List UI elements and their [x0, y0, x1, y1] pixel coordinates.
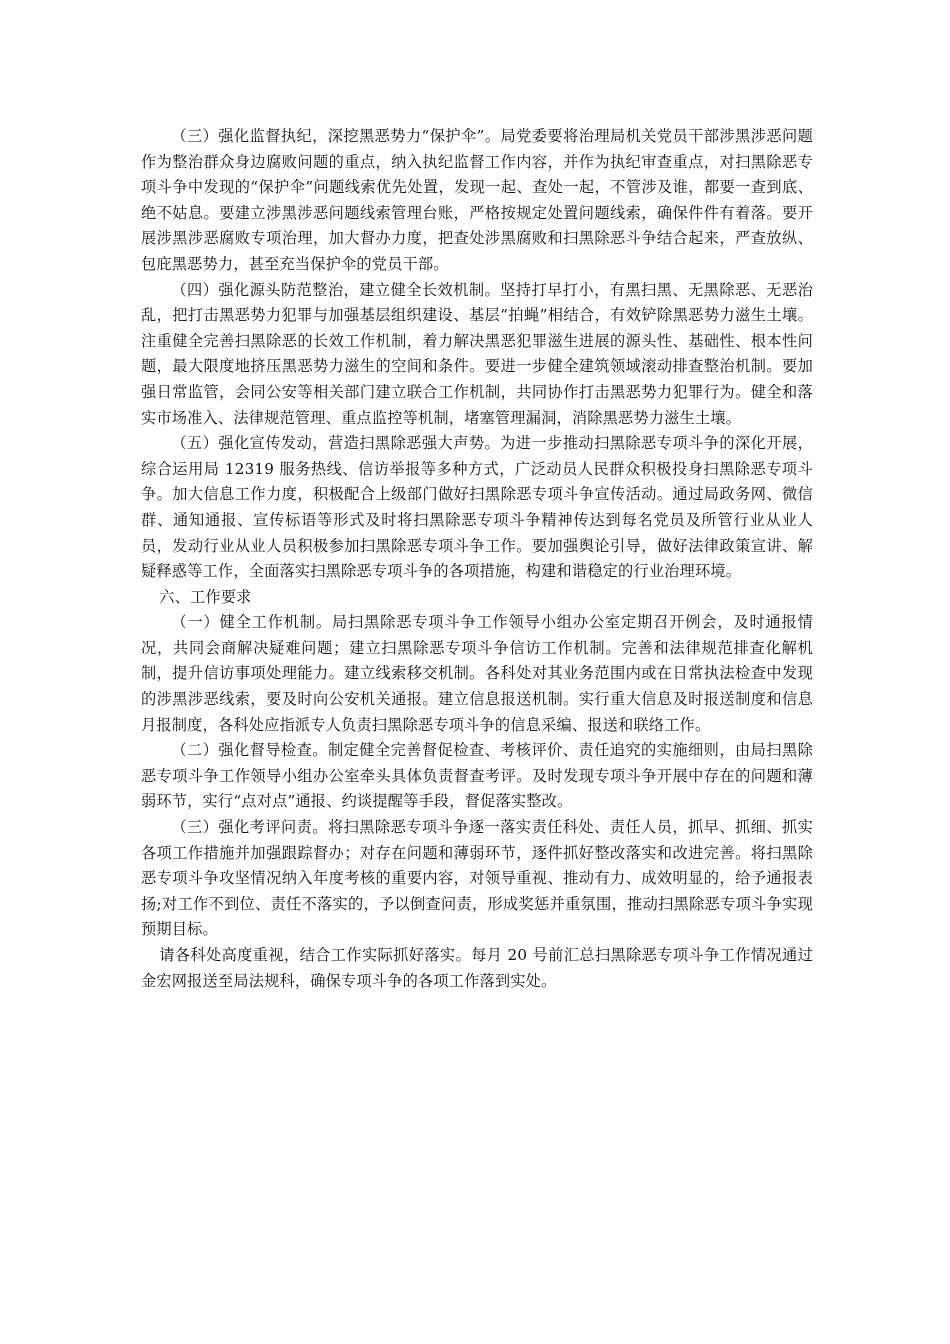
paragraph-publicity: （五）强化宣传发动，营造扫黑除恶强大声势。为进一步推动扫黑除恶专项斗争的深化开展，综合运用局 12319 服务热线、信访举报等多种方式，广泛动员人民群众积极投身扫黑除恶专项斗争。加大信息工作力度，积极配合上级部门做好扫黑除恶专项斗争宣传活动。通过局政务网、微信群、通知通报、宣传标语等形式及时将扫黑除恶专项斗争精神传达到每名党员及所管行业从业人员，发动行业从业人员积极参加扫黑除恶专项斗争工作。要加强舆论引导，做好法律政策宣讲、解疑释惑等工作，全面落实扫黑除恶专项斗争的各项措施，构建和谐稳定的行业治理环境。: [141, 434, 813, 581]
paragraph-work-mechanism: （一）健全工作机制。局扫黑除恶专项斗争工作领导小组办公室定期召开例会，及时通报情况，共同会商解决疑难问题；建立扫黑除恶专项斗争信访工作机制。完善和法律规范排查化解机制，提升信访事项处理能力。建立线索移交机制。各科处对其业务范围内或在日常执法检查中发现的涉黑涉恶线索，要及时向公安机关通报。建立信息报送机制。实行重大信息及时报送制度和信息月报制度，各科处应指派专人负责扫黑除恶专项斗争的信息采编、报送和联络工作。: [141, 613, 813, 734]
paragraph-supervision: （三）强化监督执纪，深挖黑恶势力“保护伞”。局党委要将治理局机关党员干部涉黑涉恶问题作为整治群众身边腐败问题的重点，纳入执纪监督工作内容，并作为执纪审查重点，对扫黑除恶专项斗争中发现的“保护伞”问题线索优先处置，发现一起、查处一起，不管涉及谁，都要一查到底、绝不姑息。要建立涉黑涉恶问题线索管理台账，严格按规定处置问题线索，确保件件有着落。要开展涉黑涉恶腐败专项治理，加大督办力度，把查处涉黑腐败和扫黑除恶斗争结合起来，严查放纵、包庇黑恶势力，甚至充当保护伞的党员干部。: [141, 127, 813, 273]
paragraph-accountability: （三）强化考评问责。将扫黑除恶专项斗争逐一落实责任科处、责任人员，抓早、抓细、抓实各项工作措施并加强跟踪督办；对存在问题和薄弱环节，逐件抓好整改落实和改进完善。将扫黑除恶专项斗争攻坚情况纳入年度考核的重要内容，对领导重视、推动有力、成效明显的，给予通报表扬;对工作不到位、责任不落实的，予以倒查问责，形成奖惩并重氛围，推动扫黑除恶专项斗争实现预期目标。: [141, 818, 813, 939]
section-heading-work-requirements: 六、工作要求: [159, 587, 252, 606]
document-body: [141, 124, 813, 994]
paragraph-inspection: （二）强化督导检查。制定健全完善督促检查、考核评价、责任追究的实施细则，由局扫黑除恶专项斗争工作领导小组办公室牵头具体负责督查考评。及时发现专项斗争开展中存在的问题和薄弱环节，实行“点对点”通报、约谈提醒等手段，督促落实整改。: [141, 741, 813, 811]
paragraph-source-prevention: （四）强化源头防范整治，建立健全长效机制。坚持打早打小，有黑扫黑、无黑除恶、无恶治乱，把打击黑恶势力犯罪与加强基层组织建设、基层“拍蝇”相结合，有效铲除黑恶势力滋生土壤。注重健全完善扫黑除恶的长效工作机制，着力解决黑恶犯罪滋生进展的源头性、基础性、根本性问题，最大限度地挤压黑恶势力滋生的空间和条件。要进一步健全建筑领域滚动排查整治机制。要加强日常监管，会同公安等相关部门建立联合工作机制，共同协作打击黑恶势力犯罪行为。健全和落实市场准入、法律规范管理、重点监控等机制，堵塞管理漏洞，消除黑恶势力滋生土壤。: [141, 280, 813, 427]
paragraph-closing: 请各科处高度重视，结合工作实际抓好落实。每月 20 号前汇总扫黑除恶专项斗争工作情况通过金宏网报送至局法规科，确保专项斗争的各项工作落到实处。: [141, 946, 813, 990]
